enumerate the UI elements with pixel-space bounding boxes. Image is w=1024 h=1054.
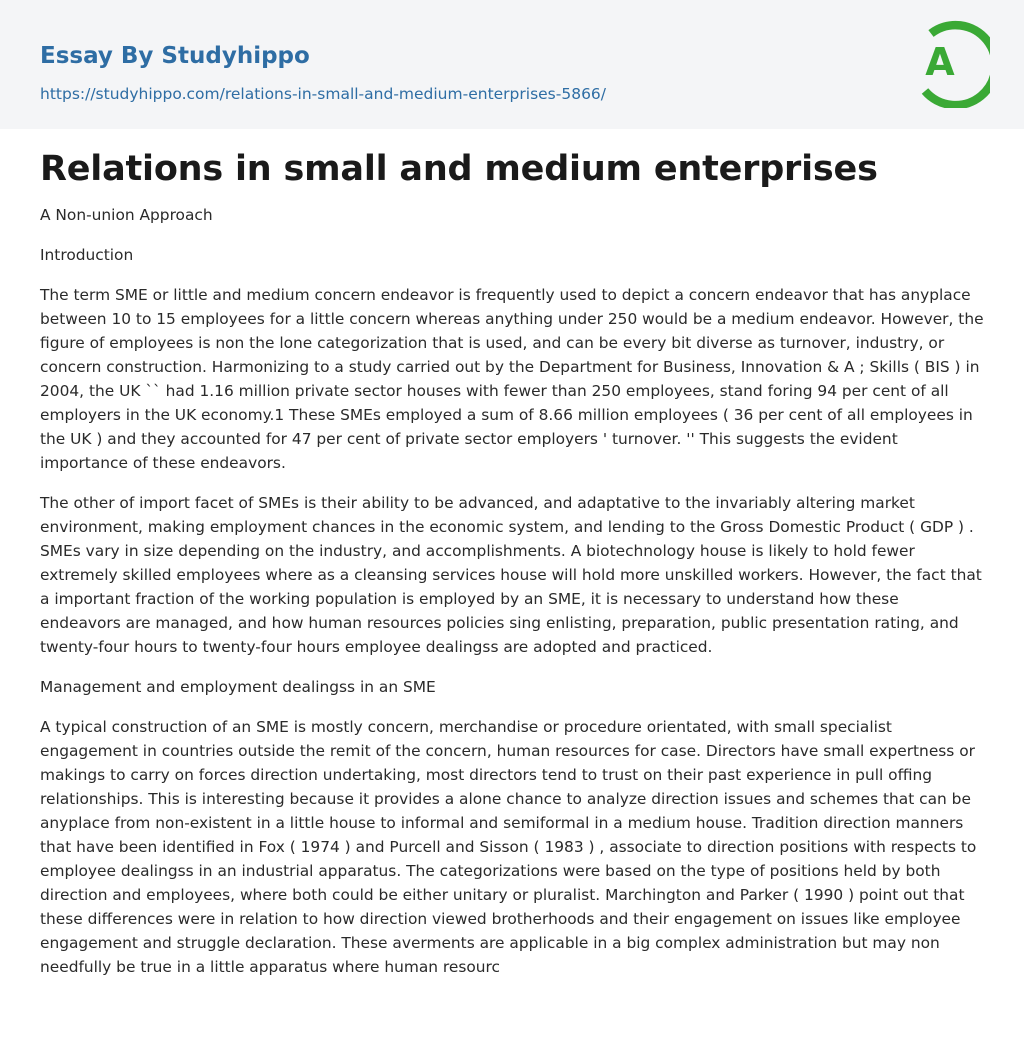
essay-subtitle: A Non-union Approach [40, 206, 213, 224]
essay-paragraph: The other of import facet of SMEs is their ability to be advanced, and adaptative to the invariably altering market environment, making employment chances in the economic system, and lending to the Gross Domestic Product ( GDP ) . SMEs vary in size depending on the industry, and accomplishments. A biotechnology house is likely to hold fewer extremely skilled employees where as a cleansing services house will hold more unskilled workers. However, the fact that a important fraction of the working population is employed by an SME, it is necessary to understand how these endeavors are managed, and how human resources policies sing enlisting, preparation, public presentation rating, and twenty-four hours to twenty-four hours employee dealingss are adopted and practiced. [40, 494, 982, 656]
logo-letter: A [925, 40, 955, 84]
essay-paragraph: The term SME or little and medium concern endeavor is frequently used to depict a concern endeavor that has anyplace between 10 to 15 employees for a little concern whereas anything under 250 would be a medium endeavor. However, the figure of employees is non the lone categorization that is used, and can be every bit diverse as turnover, industry, or concern construction. Harmonizing to a study carried out by the Department for Business, Innovation & A ; Skills ( BIS ) in 2004, the UK `` had 1.16 million private sector houses with fewer than 250 employees, stand foring 94 per cent of all employers in the UK economy.1 These SMEs employed a sum of 8.66 million employees ( 36 per cent of all employees in the UK ) and they accounted for 47 per cent of private sector employers ' turnover. '' This suggests the evident importance of these endeavors. [40, 286, 984, 472]
page-title: Relations in small and medium enterprises [40, 149, 878, 189]
essay-content [0, 145, 1024, 979]
section-heading-introduction: Introduction [40, 246, 134, 264]
studyhippo-logo-icon[interactable] [906, 16, 990, 108]
essay-paragraph: A typical construction of an SME is mostly concern, merchandise or procedure orientated, with small specialist engagement in countries outside the remit of the concern, human resources for case. Directors have small expertness or makings to carry on forces direction undertaking, most directors tend to trust on their past experience in pull offing relationships. This is interesting because it provides a alone chance to analyze direction issues and schemes that can be anyplace from non-existent in a little house to informal and semiformal in a medium house. Tradition direction manners that have been identified in Fox ( 1974 ) and Purcell and Sisson ( 1983 ) , associate to direction positions with respects to employee dealingss in an industrial apparatus. The categorizations were based on the type of positions held by both direction and employees, where both could be either unitary or pluralist. Marchington and Parker ( 1990 ) point out that these differences were in relation to how direction viewed brotherhoods and their engagement on issues like employee engagement and struggle declaration. These averments are applicable in a big complex administration but may non needfully be true in a little apparatus where human resourc [40, 718, 977, 976]
site-header [0, 0, 1024, 129]
brand-title[interactable]: Essay By Studyhippo [40, 43, 310, 69]
essay-url-link[interactable]: https://studyhippo.com/relations-in-small-and-medium-enterprises-5866/ [40, 85, 607, 103]
section-heading-management: Management and employment dealingss in an SME [40, 678, 436, 696]
